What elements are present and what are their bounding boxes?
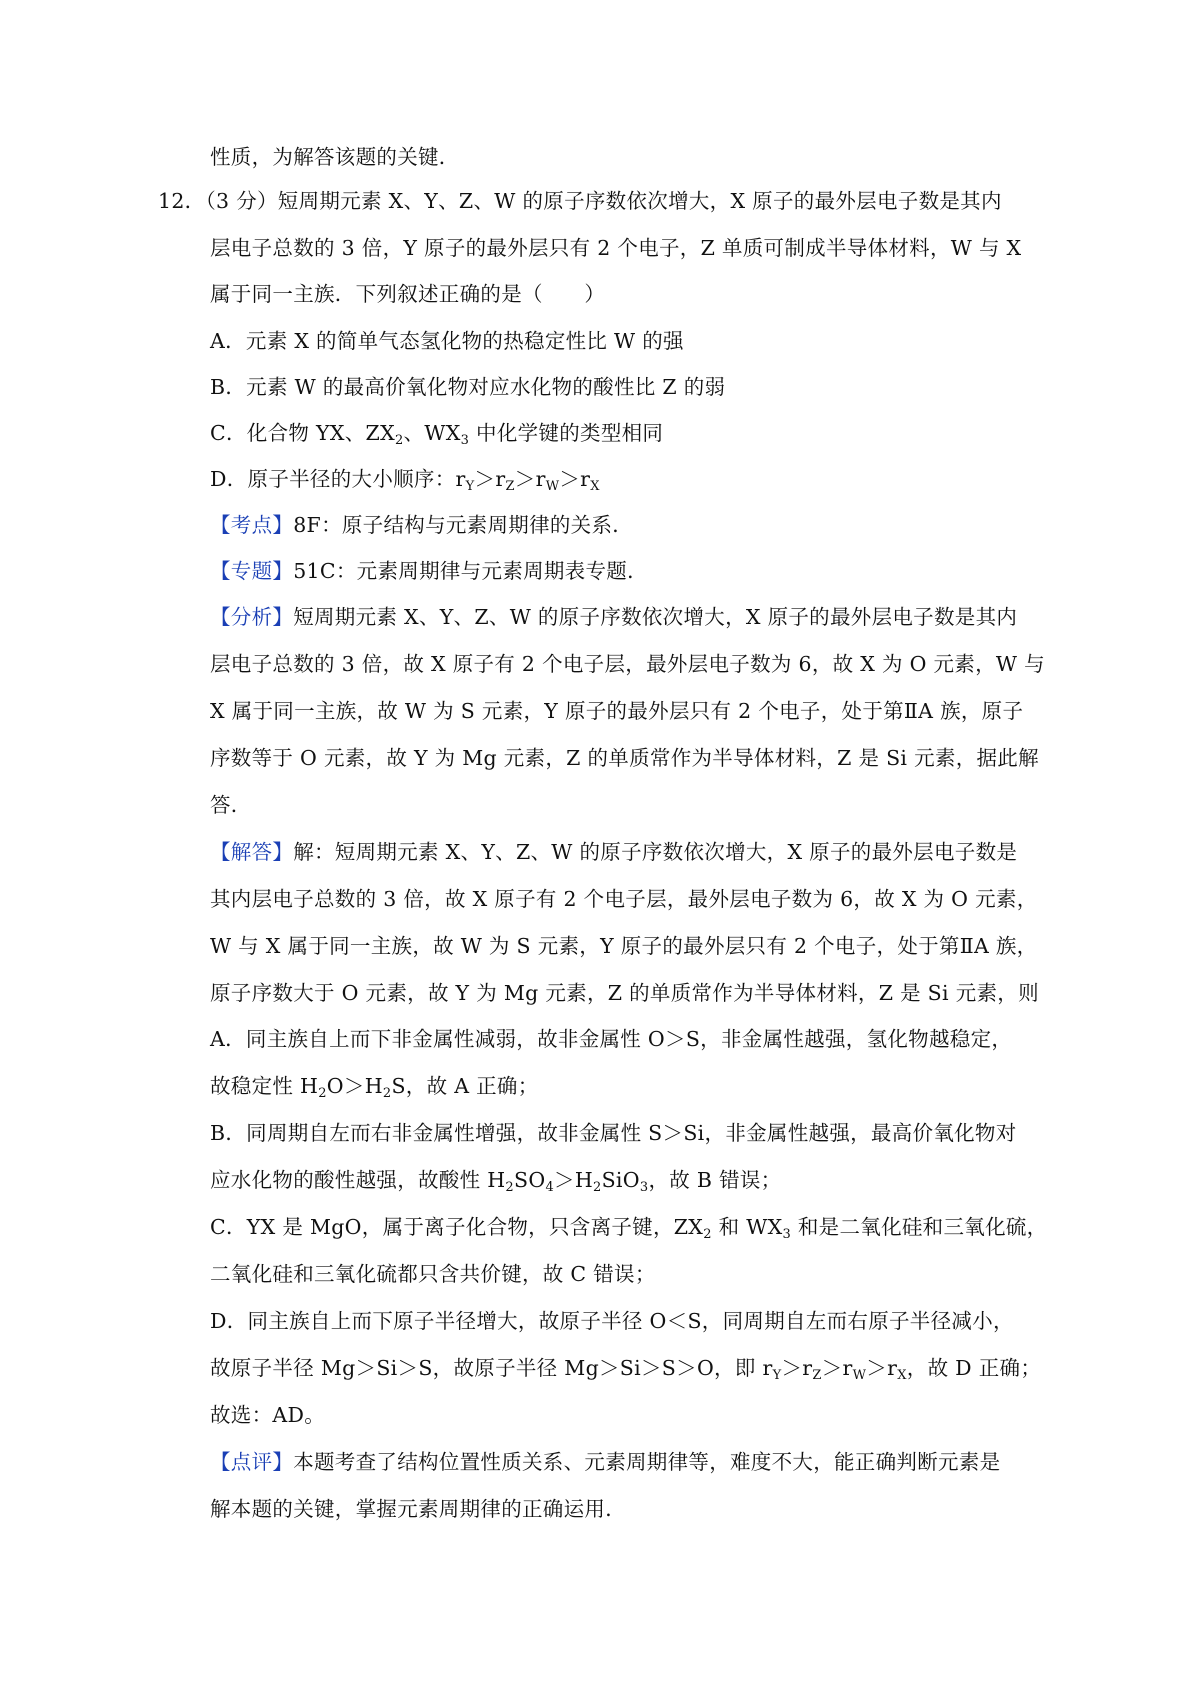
- jieda-c-line-1: [210, 1213, 1047, 1241]
- jieda-d-line-1: D．同主族自上而下原子半径增大，故原子半径 O＜S，同周期自左而右原子半径减小，: [210, 1309, 1014, 1333]
- jieda-line-3: W 与 X 属于同一主族，故 W 为 S 元素，Y 原子的最外层只有 2 个电子，处于第ⅡA 族，: [210, 934, 1038, 958]
- option-d-text: ＞r: [559, 467, 591, 491]
- fenxi-label: 【分析】: [210, 605, 294, 629]
- option-b: B．元素 W 的最高价氧化物对应水化物的酸性比 Z 的弱: [210, 375, 726, 399]
- subscript: Z: [505, 479, 515, 494]
- jieda-line-4: 原子序数大于 O 元素，故 Y 为 Mg 元素，Z 的单质常作为半导体材料，Z 是 Si 元素，则: [210, 981, 1039, 1005]
- zhuanti-section: [210, 557, 648, 585]
- fenxi-text: 短周期元素 X、Y、Z、W 的原子序数依次增大，X 原子的最外层电子数是其内: [293, 605, 1018, 629]
- question-stem-line-3: 属于同一主族．下列叙述正确的是（ ）: [210, 282, 606, 306]
- jieda-b-text: ＞H: [554, 1168, 593, 1192]
- subscript: 3: [639, 1180, 649, 1195]
- subscript: 2: [318, 1086, 327, 1101]
- jieda-c-text: 和是二氧化硅和三氧化硫，: [791, 1215, 1048, 1239]
- jieda-text: 解：短周期元素 X、Y、Z、W 的原子序数依次增大，X 原子的最外层电子数是: [293, 840, 1018, 864]
- dianping-line-1: [210, 1448, 1000, 1476]
- subscript: 2: [394, 433, 404, 448]
- jieda-c-text: 和 WX: [711, 1215, 783, 1239]
- jieda-label: 【解答】: [210, 840, 294, 864]
- jieda-d-text: ，故 D 正确；: [906, 1356, 1042, 1380]
- option-d-text: ＞r: [474, 467, 506, 491]
- subscript: 3: [782, 1227, 792, 1242]
- jieda-d-text: ＞r: [821, 1356, 853, 1380]
- subscript: Z: [812, 1368, 822, 1383]
- dianping-line-2: 解本题的关键，掌握元素周期律的正确运用．: [210, 1497, 626, 1521]
- subscript: X: [590, 479, 600, 494]
- fenxi-line-5: 答．: [210, 793, 252, 817]
- jieda-d-text: ＞r: [781, 1356, 813, 1380]
- jieda-a-line-1: A．同主族自上而下非金属性减弱，故非金属性 O＞S，非金属性越强，氢化物越稳定，: [210, 1027, 1013, 1051]
- option-d: [210, 465, 600, 493]
- subscript: Y: [772, 1368, 782, 1383]
- jieda-b-text: 应水化物的酸性越强，故酸性 H: [210, 1168, 506, 1192]
- subscript: 2: [703, 1227, 712, 1242]
- question-stem-line-1: 12．（3 分）短周期元素 X、Y、Z、W 的原子序数依次增大，X 原子的最外层电子数是其内: [158, 189, 1002, 213]
- jieda-a-text: O＞H: [326, 1074, 383, 1098]
- option-c: [210, 419, 663, 447]
- jieda-b-text: SiO: [601, 1168, 640, 1192]
- kaodian-label: 【考点】: [210, 513, 294, 537]
- subscript: 2: [382, 1086, 392, 1101]
- subscript: X: [897, 1368, 907, 1383]
- subscript: W: [545, 479, 560, 494]
- jieda-a-line-2: [210, 1072, 539, 1100]
- jieda-a-text: S，故 A 正确；: [391, 1074, 539, 1098]
- question-stem-line-2: 层电子总数的 3 倍，Y 原子的最外层只有 2 个电子，Z 单质可制成半导体材料，W 与 X: [210, 236, 1022, 260]
- jieda-line-2: 其内层电子总数的 3 倍，故 X 原子有 2 个电子层，最外层电子数为 6，故 X 为 O 元素，: [210, 887, 1038, 911]
- kaodian-section: [210, 511, 633, 539]
- subscript: 2: [593, 1180, 602, 1195]
- subscript: W: [852, 1368, 867, 1383]
- dianping-text: 本题考查了结构位置性质关系、元素周期律等，难度不大，能正确判断元素是: [293, 1450, 1001, 1474]
- zhuanti-text: 51C：元素周期律与元素周期表专题．: [293, 559, 648, 583]
- jieda-d-text: ＞r: [866, 1356, 898, 1380]
- dianping-label: 【点评】: [210, 1450, 294, 1474]
- jieda-c-line-2: 二氧化硅和三氧化硫都只含共价键，故 C 错误；: [210, 1262, 656, 1286]
- jieda-answer: 故选：AD。: [210, 1403, 326, 1427]
- option-c-text: 、WX: [403, 421, 461, 445]
- jieda-d-text: 故原子半径 Mg＞Si＞S，故原子半径 Mg＞Si＞S＞O，即 r: [210, 1356, 773, 1380]
- jieda-b-line-1: B．同周期自左而右非金属性增强，故非金属性 S＞Si，非金属性越强，最高价氧化物对: [210, 1121, 1017, 1145]
- fenxi-line-3: X 属于同一主族，故 W 为 S 元素，Y 原子的最外层只有 2 个电子，处于第ⅡA 族，原子: [210, 699, 1024, 723]
- jieda-c-text: C．YX 是 MgO，属于离子化合物，只含离子键，ZX: [210, 1215, 704, 1239]
- jieda-d-line-2: [210, 1354, 1041, 1382]
- jieda-b-line-2: [210, 1166, 781, 1194]
- subscript: 4: [545, 1180, 555, 1195]
- kaodian-text: 8F：原子结构与元素周期律的关系．: [293, 513, 634, 537]
- subscript: 3: [460, 433, 470, 448]
- option-a: A．元素 X 的简单气态氢化物的热稳定性比 W 的强: [210, 329, 684, 353]
- zhuanti-label: 【专题】: [210, 559, 294, 583]
- option-d-text: D．原子半径的大小顺序：r: [210, 467, 466, 491]
- jieda-b-text: ，故 B 错误；: [648, 1168, 782, 1192]
- jieda-a-text: 故稳定性 H: [210, 1074, 319, 1098]
- fenxi-line-4: 序数等于 O 元素，故 Y 为 Mg 元素，Z 的单质常作为半导体材料，Z 是 Si 元素，据此解: [210, 746, 1039, 770]
- option-c-text: C．化合物 YX、ZX: [210, 421, 395, 445]
- subscript: Y: [465, 479, 475, 494]
- fenxi-line-1: [210, 603, 1017, 631]
- jieda-line-1: [210, 838, 1017, 866]
- option-d-text: ＞r: [514, 467, 546, 491]
- subscript: 2: [505, 1180, 514, 1195]
- option-c-text: 中化学键的类型相同: [469, 421, 664, 445]
- previous-answer-tail: 性质，为解答该题的关键．: [210, 145, 460, 169]
- jieda-b-text: SO: [513, 1168, 546, 1192]
- fenxi-line-2: 层电子总数的 3 倍，故 X 原子有 2 个电子层，最外层电子数为 6，故 X 为 O 元素，W 与: [210, 652, 1045, 676]
